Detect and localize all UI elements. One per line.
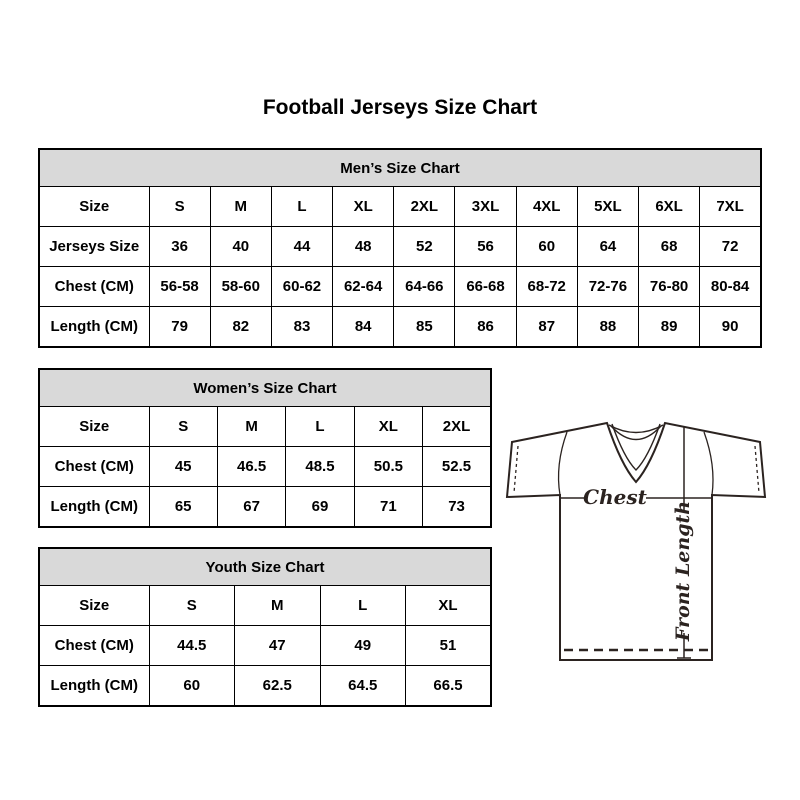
row-label-cell: Size <box>39 586 149 626</box>
value-cell: 4XL <box>516 187 577 227</box>
value-cell: 50.5 <box>354 447 422 487</box>
table-title: Women’s Size Chart <box>39 369 491 407</box>
value-cell: L <box>286 407 354 447</box>
value-cell: 45 <box>149 447 217 487</box>
value-cell: 60 <box>149 666 235 707</box>
value-cell: 87 <box>516 307 577 348</box>
value-cell: S <box>149 586 235 626</box>
value-cell: 73 <box>423 487 491 528</box>
value-cell: M <box>210 187 271 227</box>
row-label-cell: Size <box>39 187 149 227</box>
value-cell: 64.5 <box>320 666 406 707</box>
value-cell: 89 <box>639 307 700 348</box>
value-cell: 60-62 <box>271 267 332 307</box>
value-cell: 72-76 <box>577 267 638 307</box>
value-cell: 48 <box>333 227 394 267</box>
value-cell: 56 <box>455 227 516 267</box>
row-label-cell: Jerseys Size <box>39 227 149 267</box>
chest-label: Chest <box>583 485 647 509</box>
jersey-outline-shape <box>507 423 765 660</box>
table-row <box>39 586 491 626</box>
value-cell: 68-72 <box>516 267 577 307</box>
table-title: Men’s Size Chart <box>39 149 761 187</box>
value-cell: 47 <box>235 626 321 666</box>
table-row <box>39 487 491 528</box>
womens-size-chart-table <box>38 368 492 528</box>
value-cell: 56-58 <box>149 267 210 307</box>
value-cell: 58-60 <box>210 267 271 307</box>
row-label-cell: Chest (CM) <box>39 267 149 307</box>
value-cell: 80-84 <box>700 267 761 307</box>
value-cell: 2XL <box>423 407 491 447</box>
value-cell: 49 <box>320 626 406 666</box>
value-cell: S <box>149 187 210 227</box>
table-row <box>39 267 761 307</box>
table-row <box>39 407 491 447</box>
value-cell: XL <box>354 407 422 447</box>
value-cell: 36 <box>149 227 210 267</box>
page-title: Football Jerseys Size Chart <box>262 96 538 119</box>
table-title-row <box>39 369 491 407</box>
value-cell: 44.5 <box>149 626 235 666</box>
table-row <box>39 187 761 227</box>
value-cell: 85 <box>394 307 455 348</box>
table-row <box>39 307 761 348</box>
value-cell: M <box>235 586 321 626</box>
value-cell: S <box>149 407 217 447</box>
value-cell: 90 <box>700 307 761 348</box>
value-cell: 86 <box>455 307 516 348</box>
value-cell: 64 <box>577 227 638 267</box>
value-cell: 82 <box>210 307 271 348</box>
value-cell: 72 <box>700 227 761 267</box>
mens-size-chart-table <box>38 148 762 348</box>
value-cell: 6XL <box>639 187 700 227</box>
value-cell: 60 <box>516 227 577 267</box>
value-cell: XL <box>406 586 492 626</box>
value-cell: 51 <box>406 626 492 666</box>
value-cell: 52 <box>394 227 455 267</box>
value-cell: 44 <box>271 227 332 267</box>
value-cell: M <box>217 407 285 447</box>
jersey-measurement-diagram <box>505 410 771 668</box>
value-cell: 2XL <box>394 187 455 227</box>
youth-size-chart-table <box>38 547 492 707</box>
row-label-cell: Size <box>39 407 149 447</box>
value-cell: 67 <box>217 487 285 528</box>
value-cell: 7XL <box>700 187 761 227</box>
value-cell: 46.5 <box>217 447 285 487</box>
value-cell: 65 <box>149 487 217 528</box>
row-label-cell: Chest (CM) <box>39 447 149 487</box>
row-label-cell: Length (CM) <box>39 307 149 348</box>
value-cell: 62-64 <box>333 267 394 307</box>
value-cell: 66-68 <box>455 267 516 307</box>
value-cell: 64-66 <box>394 267 455 307</box>
value-cell: L <box>320 586 406 626</box>
value-cell: XL <box>333 187 394 227</box>
value-cell: 52.5 <box>423 447 491 487</box>
table-title-row <box>39 548 491 586</box>
value-cell: L <box>271 187 332 227</box>
value-cell: 84 <box>333 307 394 348</box>
table-title: Youth Size Chart <box>39 548 491 586</box>
value-cell: 71 <box>354 487 422 528</box>
table-row <box>39 227 761 267</box>
row-label-cell: Chest (CM) <box>39 626 149 666</box>
value-cell: 5XL <box>577 187 638 227</box>
value-cell: 62.5 <box>235 666 321 707</box>
value-cell: 88 <box>577 307 638 348</box>
value-cell: 3XL <box>455 187 516 227</box>
value-cell: 68 <box>639 227 700 267</box>
value-cell: 79 <box>149 307 210 348</box>
value-cell: 76-80 <box>639 267 700 307</box>
value-cell: 48.5 <box>286 447 354 487</box>
value-cell: 66.5 <box>406 666 492 707</box>
front-length-label: Front Length <box>672 500 694 642</box>
table-title-row <box>39 149 761 187</box>
value-cell: 40 <box>210 227 271 267</box>
value-cell: 83 <box>271 307 332 348</box>
table-row <box>39 447 491 487</box>
value-cell: 69 <box>286 487 354 528</box>
table-row <box>39 666 491 707</box>
row-label-cell: Length (CM) <box>39 666 149 707</box>
row-label-cell: Length (CM) <box>39 487 149 528</box>
table-row <box>39 626 491 666</box>
